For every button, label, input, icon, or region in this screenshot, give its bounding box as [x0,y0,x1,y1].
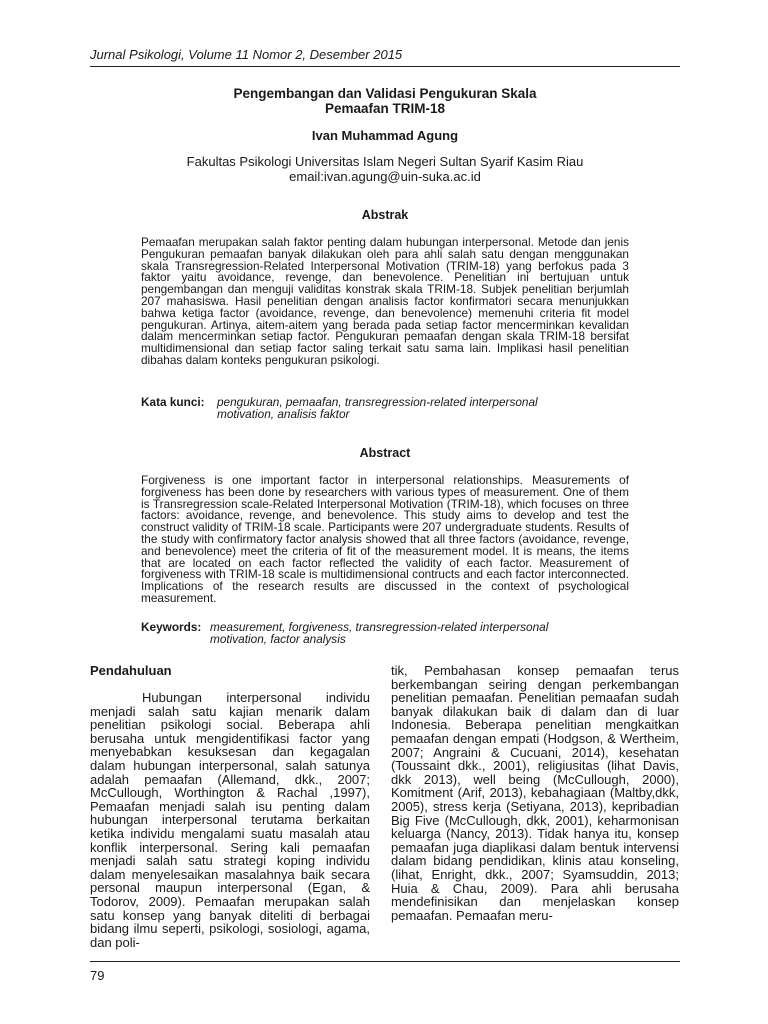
body-column-right [391,664,679,922]
abstrak-keywords-line-2: motivation, analisis faktor [217,407,350,421]
title-line-1: Pengembangan dan Validasi Pengukuran Skala [233,86,537,101]
abstract-keywords-label: Keywords: [141,620,202,634]
abstract-text: Forgiveness is one important factor in interpersonal relationships. Measurements of forgiveness has been done by researchers with various types of measurement. One of them is Transregression scale-Related Interpersonal Motivation (TRIM-18), which focuses on three factors: avoidance, revenge, and benevolence. This study aims to develop and test the construct validity of TRIM-18 scale. Participants were 207 undergraduate students. Results of the study with confirmatory factor analysis showed that all three factors (avoidance, revenge, and benevolence) meet the criteria of fit of the measurement model. It is means, the items that are located on each factor reflected the validity of each factor. Measurement of forgiveness with TRIM-18 scale is multidimensional contructs and each factor interconnected. Implications of the research results are discussed in the context of psychological measurement. [141,473,629,605]
footer-divider [90,961,680,962]
header-divider [90,66,680,67]
abstract-keywords-line-2: motivation, factor analysis [210,632,346,646]
abstrak-keywords-line-1: pengukuran, pemaafan, transregression-related interpersonal [217,395,538,409]
abstrak-keywords-terms [217,396,538,420]
body-paragraph-right: tik, Pembahasan konsep pemaafan terus berkembangan seiring dengan perkembangan penelitian pemaafan. Penelitian pemaafan sudah banyak dilakukan baik di dalam dan di luar Indonesia. Beberapa penelitian mengkaitkan pemaafan dengan empati (Hodgson, & Wertheim, 2007; Angraini & Cucuani, 2014), kesehatan (Toussaint dkk., 2001), religiusitas (lihat Davis, dkk 2013), well being (McCullough, 2000), Komitment (Arif, 2013), kebahagiaan (Maltby,dkk, 2005), stress kerja (Setiyana, 2013), kepribadian Big Five (McCullough, dkk, 2001), keharmonisan keluarga (Nancy, 2013). Tidak hanya itu, konsep pemaafan juga diaplikasi dalam bentuk intervensi dalam bidang pendidikan, klinis atau konseling, (lihat, Enright, dkk., 2007; Syamsuddin, 2013; Huia & Chau, 2009). Para ahli berusaha mendefinisikan dan menjelaskan konsep pemaafan. Pemaafan meru- [391,663,679,923]
abstract-keywords-terms [210,621,548,645]
body-paragraph-left: Hubungan interpersonal individu menjadi salah satu kajian menarik dalam penelitian psikologi social. Beberapa ahli berusaha untuk mengidentifikasi factor yang menyebabkan kesuksesan dan kegagalan dalam hubungan interpersonal, salah satunya adalah pemaafan (Allemand, dkk., 2007; McCullough, Worthington & Rachal ,1997), Pemaafan menjadi salah isu penting dalam hubungan interpersonal terutama berkaitan ketika individu mengalami suatu masalah atau konflik interpersonal. Sering kali pemaafan menjadi salah satu strategi koping individu dalam menyelesaikan masalahnya baik secara personal maupun interpersonal (Egan, & Todorov, 2009). Pemaafan merupakan salah satu konsep yang banyak diteliti di berbagai bidang ilmu seperti, psikologi, sosiologi, agama, dan poli- [90,690,370,950]
abstract-keywords-line-1: measurement, forgiveness, transregression-related interpersonal [210,620,549,634]
title-line-2: Pemaafan TRIM-18 [324,101,446,116]
journal-header: Jurnal Psikologi, Volume 11 Nomor 2, Desember 2015 [90,47,403,62]
body-column-left [90,664,370,949]
section-heading-pendahuluan: Pendahuluan [90,663,172,678]
abstrak-keywords-label: Kata kunci: [141,395,205,409]
affiliation [90,154,680,184]
author-name: Ivan Muhammad Agung [311,128,459,143]
abstrak-text: Pemaafan merupakan salah faktor penting dalam hubungan interpersonal. Metode dan jenis Pengukuran pemaafan banyak dilakukan oleh para ahli salah satu dengan menggunakan skala Transregression-Related Interpersonal Motivation (TRIM-18) yang berfokus pada 3 faktor yaitu avoidance, revenge, dan benevolence. Penelitian ini bertujuan untuk pengembangan dan menguji validitas konstrak skala TRIM-18. Subjek penelitian berjumlah 207 mahasiswa. Hasil penelitian dengan analisis factor konfirmatori secara menunjukkan bahwa ketiga factor (avoidance, revenge, dan benevolence) memenuhi criteria fit model pengukuran. Artinya, aitem-aitem yang berada pada setiap factor mencerminkan kevalidan dalam mencerminkan setiap factor. Pengukuran pemaafan dengan skala TRIM-18 bersifat multidimensional dan setiap factor saling terkait satu sama lain. Implikasi hasil penelitian dibahas dalam konteks pengukuran psikologi. [141,235,629,367]
abstrak-heading: Abstrak [361,208,409,222]
affiliation-institution: Fakultas Psikologi Universitas Islam Negeri Sultan Syarif Kasim Riau [186,154,584,169]
paper-title [90,86,680,116]
page-number: 79 [90,968,105,983]
abstract-heading: Abstract [359,446,411,460]
affiliation-email: email:ivan.agung@uin-suka.ac.id [289,169,481,184]
